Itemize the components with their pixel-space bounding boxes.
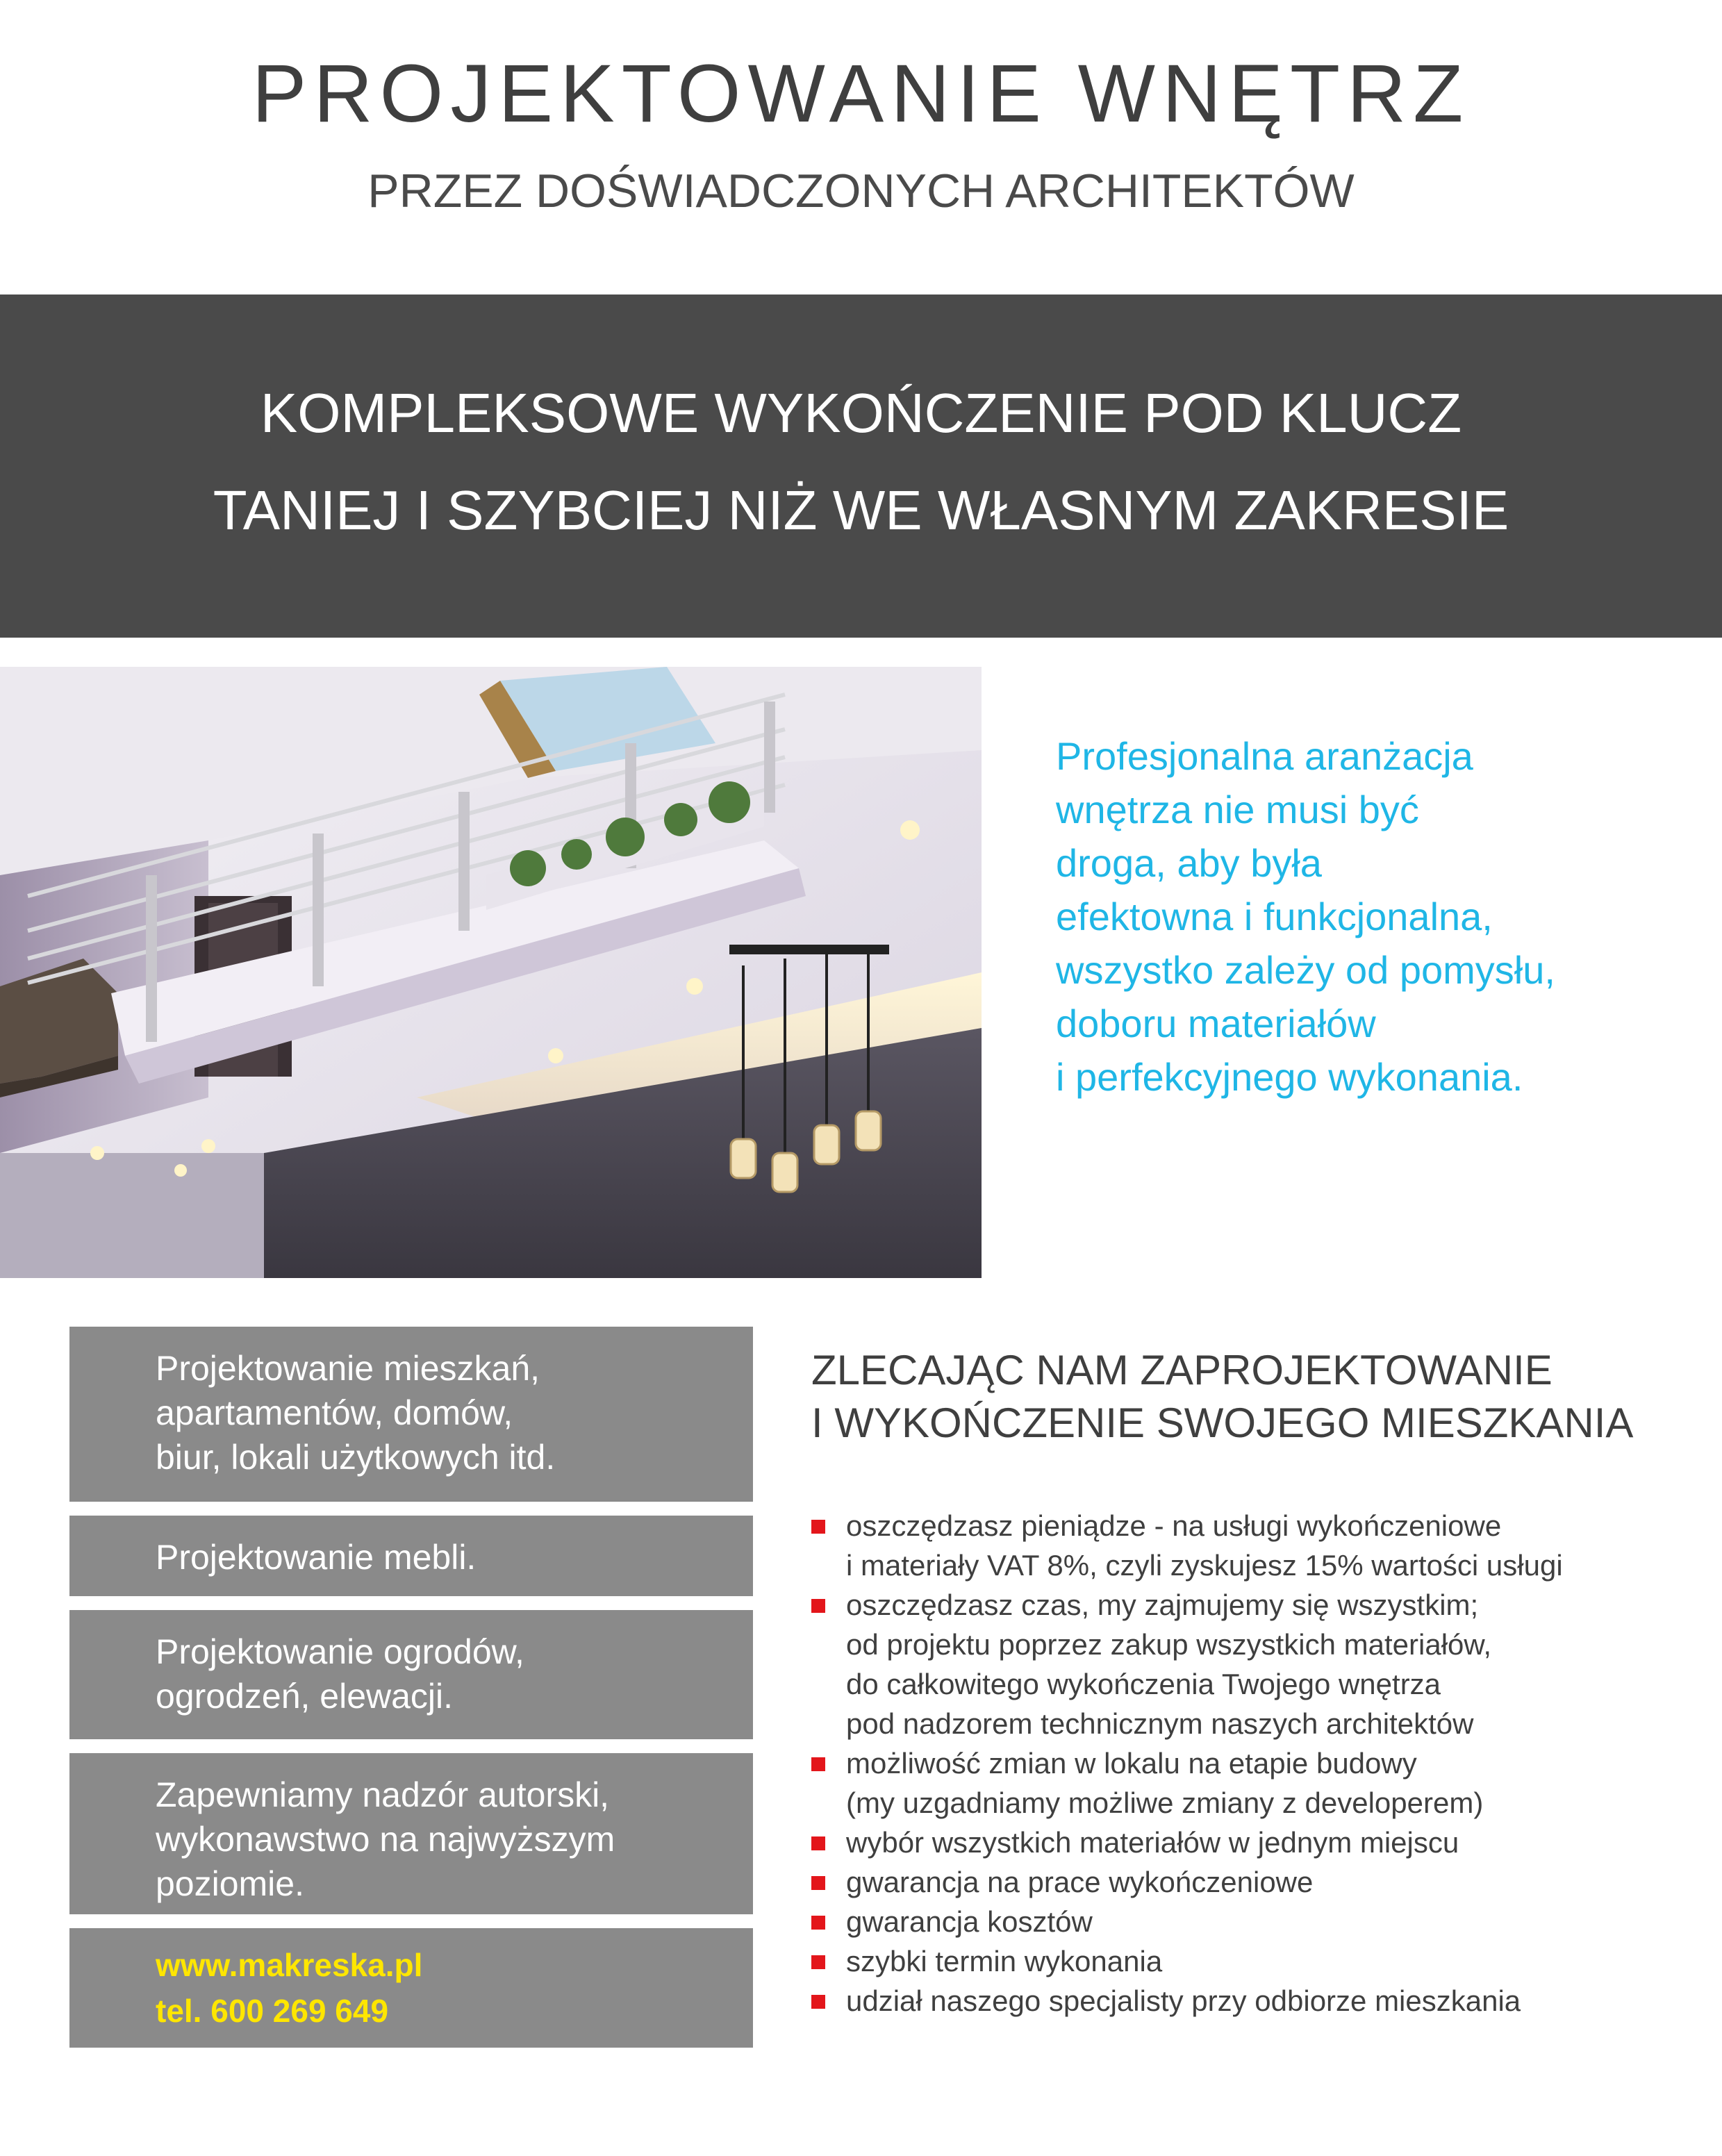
red-square-bullet-icon bbox=[811, 1520, 825, 1534]
intro-line: i perfekcyjnego wykonania. bbox=[1056, 1055, 1523, 1099]
red-square-bullet-icon bbox=[811, 1955, 825, 1969]
banner-headline-line-2: TANIEJ I SZYBCIEJ NIŻ WE WŁASNYM ZAKRESIE bbox=[213, 479, 1509, 541]
list-item-line: (my uzgadniamy możliwe zmiany z developerem) bbox=[846, 1786, 1484, 1819]
service-line: Projektowanie mieszkań, bbox=[156, 1349, 540, 1388]
red-square-bullet-icon bbox=[811, 1995, 825, 2009]
list-item bbox=[811, 1743, 1714, 1823]
service-line: wykonawstwo na najwyższym bbox=[156, 1820, 615, 1859]
list-item-line: i materiały VAT 8%, czyli zyskujesz 15% wartości usługi bbox=[846, 1549, 1563, 1582]
red-square-bullet-icon bbox=[811, 1757, 825, 1771]
red-square-bullet-icon bbox=[811, 1599, 825, 1613]
service-box-furniture bbox=[69, 1516, 753, 1596]
list-item-line: oszczędzasz pieniądze - na usługi wykończeniowe bbox=[846, 1509, 1502, 1542]
benefits-heading bbox=[811, 1344, 1700, 1450]
red-square-bullet-icon bbox=[811, 1876, 825, 1890]
intro-line: wszystko zależy od pomysłu, bbox=[1056, 948, 1555, 992]
red-square-bullet-icon bbox=[811, 1916, 825, 1930]
service-box-supervision bbox=[69, 1753, 753, 1914]
list-item-line: gwarancja na prace wykończeniowe bbox=[846, 1866, 1314, 1898]
contact-box bbox=[69, 1928, 753, 2048]
service-box-apartments bbox=[69, 1327, 753, 1502]
interior-photo bbox=[0, 667, 982, 1278]
list-item-line: możliwość zmian w lokalu na etapie budowy bbox=[846, 1747, 1417, 1780]
banner-headline-line-1: KOMPLEKSOWE WYKOŃCZENIE POD KLUCZ bbox=[260, 382, 1462, 444]
list-item-line: do całkowitego wykończenia Twojego wnętrza bbox=[846, 1668, 1441, 1700]
list-item-line: udział naszego specjalisty przy odbiorze mieszkania bbox=[846, 1984, 1521, 2017]
list-item-line: oszczędzasz czas, my zajmujemy się wszystkim; bbox=[846, 1589, 1479, 1621]
list-item-line: pod nadzorem technicznym naszych architektów bbox=[846, 1707, 1474, 1740]
intro-line: droga, aby była bbox=[1056, 841, 1322, 885]
page-subtitle: PRZEZ DOŚWIADCZONYCH ARCHITEKTÓW bbox=[367, 165, 1355, 217]
list-item bbox=[811, 1902, 1714, 1941]
service-box-gardens bbox=[69, 1610, 753, 1739]
list-item bbox=[811, 1506, 1714, 1585]
list-item bbox=[811, 1823, 1714, 1862]
service-line: ogrodzeń, elewacji. bbox=[156, 1677, 454, 1716]
service-line: Projektowanie mebli. bbox=[156, 1538, 477, 1577]
page-title: PROJEKTOWANIE WNĘTRZ bbox=[251, 48, 1471, 140]
red-square-bullet-icon bbox=[811, 1836, 825, 1850]
service-line: Zapewniamy nadzór autorski, bbox=[156, 1775, 610, 1814]
intro-line: wnętrza nie musi być bbox=[1056, 788, 1419, 831]
headline-banner bbox=[0, 295, 1722, 638]
list-item-line: wybór wszystkich materiałów w jednym miejscu bbox=[846, 1826, 1459, 1859]
service-line: Projektowanie ogrodów, bbox=[156, 1632, 524, 1671]
intro-line: efektowna i funkcjonalna, bbox=[1056, 895, 1493, 938]
intro-line: doboru materiałów bbox=[1056, 1002, 1376, 1045]
website-link[interactable]: www.makreska.pl bbox=[156, 1947, 423, 1983]
list-item bbox=[811, 1981, 1714, 2021]
list-item bbox=[811, 1862, 1714, 1902]
list-item bbox=[811, 1585, 1714, 1743]
service-line: biur, lokali użytkowych itd. bbox=[156, 1438, 556, 1477]
benefits-heading-line-1: ZLECAJĄC NAM ZAPROJEKTOWANIE bbox=[811, 1347, 1553, 1393]
list-item-line: szybki termin wykonania bbox=[846, 1945, 1163, 1977]
benefits-heading-line-2: I WYKOŃCZENIE SWOJEGO MIESZKANIA bbox=[811, 1400, 1634, 1446]
list-item-line: od projektu poprzez zakup wszystkich materiałów, bbox=[846, 1628, 1492, 1661]
phone-number[interactable]: tel. 600 269 649 bbox=[156, 1993, 389, 2029]
service-line: apartamentów, domów, bbox=[156, 1393, 513, 1432]
benefits-list bbox=[811, 1506, 1714, 2021]
list-item-line: gwarancja kosztów bbox=[846, 1905, 1093, 1938]
intro-paragraph bbox=[1056, 729, 1681, 1104]
list-item bbox=[811, 1941, 1714, 1981]
intro-line: Profesjonalna aranżacja bbox=[1056, 734, 1473, 778]
service-line: poziomie. bbox=[156, 1864, 304, 1903]
